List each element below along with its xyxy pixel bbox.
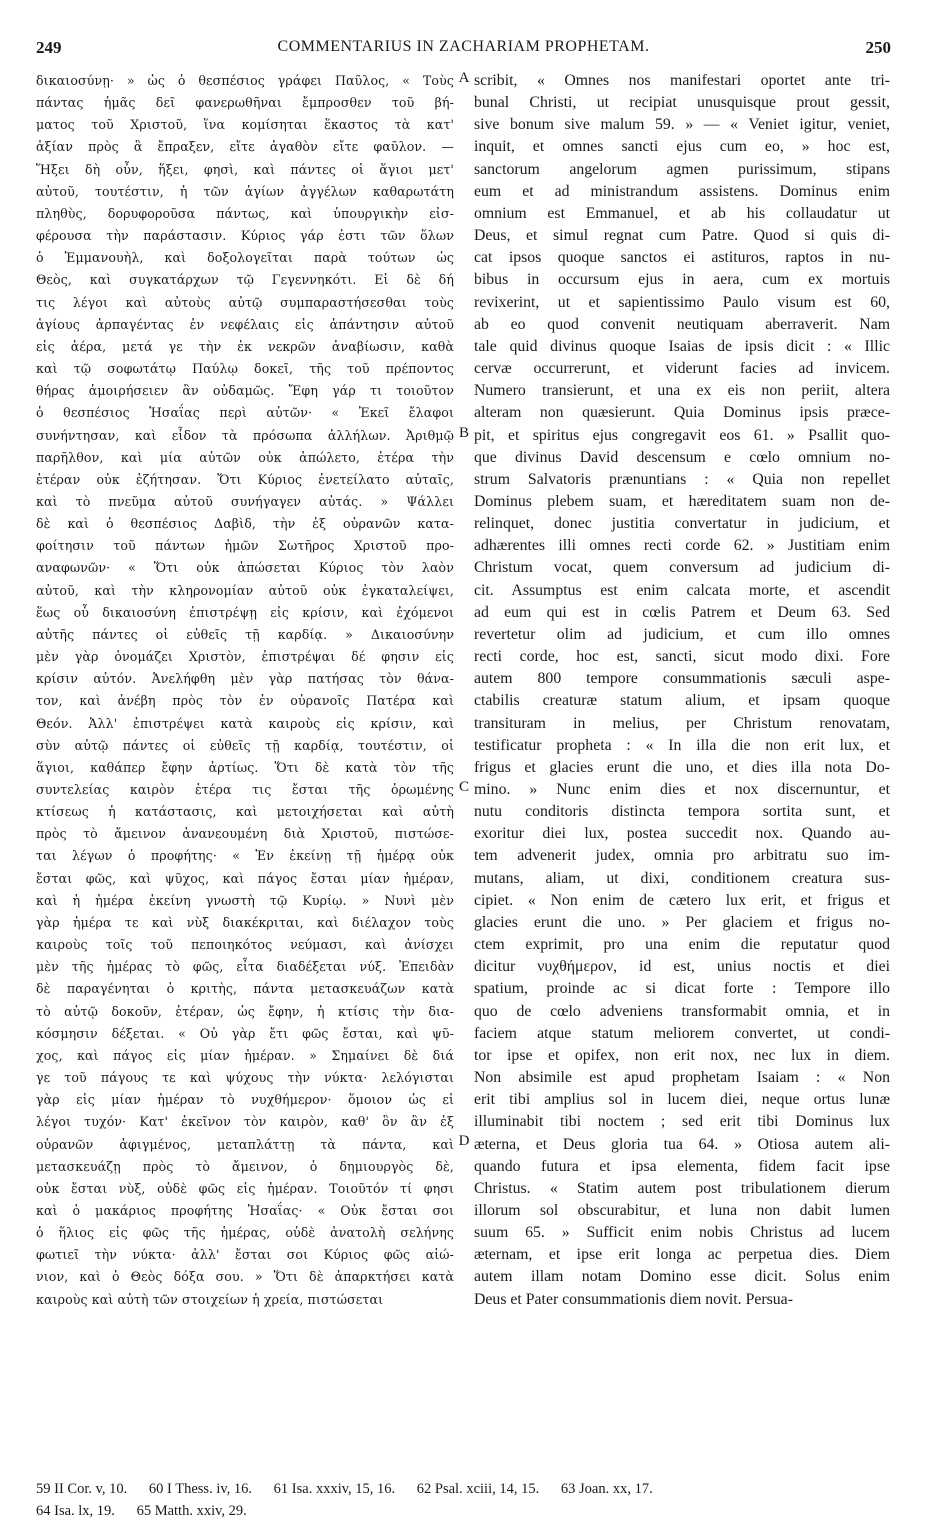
greek-text-line: εἰς ἀέρα, μετά γε τὴν ἐκ νεκρῶν ἀναβίωσιν, καθὰ bbox=[36, 338, 454, 354]
greek-text-line: ἑτέραν οὐκ ἐζήτησαν. Ὅτι Κύριος ἐνετείλατο αὐταῖς, bbox=[36, 471, 454, 487]
latin-text-line: bunal Christi, ut recipiat unusquisque prout gessit, bbox=[474, 94, 890, 112]
latin-text-line: Christum vocat, quem conversum ad judicium di- bbox=[474, 559, 890, 577]
greek-text-line: νιον, καὶ ὁ Θεὸς δόξα σου. » Ὅτι δὲ ἀπαρκτήσει κατὰ bbox=[36, 1269, 454, 1285]
latin-text-line: cipiet. « Non enim de cætero lux erit, et frigus et bbox=[474, 891, 890, 909]
greek-text-line: καὶ τὸ πνεῦμα αὐτοῦ συνήγαγεν αὐτάς. » Ψάλλει bbox=[36, 493, 454, 509]
latin-text-line: exoritur diei lux, postea succedit nox. Quando au- bbox=[474, 825, 890, 843]
latin-text-line: scribit, « Omnes nos manifestari oportet ante tri- bbox=[474, 72, 890, 89]
latin-text-line: faciem atque statum meliorem convertet, ut condi- bbox=[474, 1024, 890, 1042]
latin-text-line: dicitur νυχθήμερον, id est, unius noctis et diei bbox=[474, 958, 890, 976]
latin-text-line: Christus. « Statim autem post tribulationem dierum bbox=[474, 1179, 890, 1197]
latin-text-line: quo de cœlo adveniens transformabit omnia, et in bbox=[474, 1002, 890, 1020]
margin-letter-d: D bbox=[458, 1133, 470, 1149]
greek-text-line: κρίσιν αὐτόν. Ἀνελήφθη μὲν γὰρ πατήσας τὸν θάνα- bbox=[36, 671, 454, 687]
greek-text-line: πληθὺς, δορυφοροῦσα πάντως, καὶ ὑπουργικὴν εἰσ- bbox=[36, 205, 454, 221]
greek-text-line: ἁγίους ἁρπαγέντας ἐν νεφέλαις εἰς ἀπάντησιν αὐτοῦ bbox=[36, 316, 454, 332]
latin-text-line: transituram in melius, per Christum renovatam, bbox=[474, 714, 890, 732]
greek-text-line: φωτιεῖ τὴν νύκτα· ἀλλ' ἔσται σοι Κύριος φῶς αἰώ- bbox=[36, 1247, 454, 1263]
greek-text-line: συνήντησαν, καὶ εἶδον τὰ πρόσωπα ἀλλήλων. Ἀριθμῷ bbox=[36, 427, 454, 443]
latin-text-line: erit tibi amplius sol in lucem diei, neque ortus lunæ bbox=[474, 1091, 890, 1109]
greek-text-line: δικαιοσύνῃ· » ὡς ὁ θεσπέσιος γράφει Παῦλος, « Τοὺς bbox=[36, 73, 454, 88]
greek-text-line: χος, καὶ πάγος εἰς μίαν ἡμέραν. » Σημαίνει δὲ διά bbox=[36, 1047, 454, 1063]
greek-text-line: ἅγιοι, καθάπερ ἔφην ἀρτίως. Ὅτι δὲ κατὰ τὸν τῆς bbox=[36, 759, 454, 775]
footnote-60: 60 I Thess. iv, 16. bbox=[148, 1481, 253, 1497]
greek-text-line: ἀξίαν πρὸς ἃ ἔπραξεν, εἴτε ἀγαθὸν εἴτε φαῦλον. — bbox=[36, 139, 454, 155]
latin-text-line: frigus et glacies erunt die uno, et dies illa nota Do- bbox=[474, 758, 890, 776]
footnote-64: 64 Isa. lx, 19. bbox=[36, 1503, 115, 1519]
greek-text-line: λέγοι τυχόν· Κατ' ἐκεῖνον τὸν καιρὸν, καθ' ὃν ἂν ἐξ bbox=[36, 1114, 454, 1130]
footnote-59: 59 II Cor. v, 10. bbox=[36, 1481, 128, 1497]
greek-text-line: γὰρ εἰς μίαν ἡμέραν τὸ νυχθήμερον· ὅμοιον ὡς εἰ bbox=[36, 1092, 454, 1108]
latin-text-line: Deus, et simul regnat cum Patre. Quod si quis di- bbox=[474, 227, 890, 245]
greek-text-line: πρὸς τὸ ἄμεινον ἀνανεουμένη διὰ Χριστοῦ, πιστώσε- bbox=[36, 826, 454, 842]
latin-text-line: testificatur propheta : « In illa die non erit lux, et bbox=[474, 736, 890, 754]
latin-text-line: que divinus David descensum e cœlo omnium no- bbox=[474, 448, 890, 466]
greek-text-line: πάντας ἡμᾶς δεῖ φανερωθῆναι ἔμπροσθεν τοῦ βή- bbox=[36, 95, 454, 111]
greek-text-line: τον, καὶ ἀνέβη πρὸς τὸν ἐν οὐρανοῖς Πατέρα καὶ bbox=[36, 693, 454, 709]
greek-text-line: ματος τοῦ Χριστοῦ, ἵνα κομίσηται ἕκαστος τὰ κατ' bbox=[36, 117, 454, 133]
latin-text-line: tem advenerit judex, omnia pro arbitratu suo im- bbox=[474, 847, 890, 865]
footnote-63: 63 Joan. xx, 17. bbox=[560, 1481, 653, 1497]
greek-text-line: αὐτῆς πάντες οἱ εὐθεῖς τῇ καρδίᾳ. » Δικαιοσύνην bbox=[36, 626, 454, 642]
greek-text-line: Θεόν. Ἀλλ' ἐπιστρέψει κατὰ καιροὺς εἰς κρίσιν, καὶ bbox=[36, 715, 454, 731]
greek-text-line: Ἥξει δὴ οὖν, ἥξει, φησὶ, καὶ πάντες οἱ ἅγιοι μετ' bbox=[36, 161, 454, 177]
latin-text-line: eum et ad ministrandum assistens. Dominus enim bbox=[474, 182, 890, 200]
footnote-61: 61 Isa. xxxiv, 15, 16. bbox=[273, 1481, 396, 1497]
latin-text-line: bibus in occursum ejus in aera, cum ex mortuis bbox=[474, 271, 890, 289]
margin-letter-b: B bbox=[458, 425, 469, 441]
greek-text-line: Θεὸς, καὶ συγκατάρχων τῷ Γεγεννηκότι. Εἰ δὲ δή bbox=[36, 272, 454, 288]
running-title: COMMENTARIUS IN ZACHARIAM PROPHETAM. bbox=[277, 38, 650, 55]
latin-text-line: revertetur olim ad judicium, et cum illo omnes bbox=[474, 625, 890, 643]
greek-text-line: ἔσται φῶς, καὶ ψῦχος, καὶ πάγος ἔσται μίαν ἡμέραν, bbox=[36, 870, 454, 886]
greek-text-line: ὁ Ἐμμανουὴλ, καὶ δοξολογεῖται παρὰ τούτων ὡς bbox=[36, 250, 454, 266]
page-number-right: 250 bbox=[865, 38, 891, 57]
footnote-65: 65 Matth. xxiv, 29. bbox=[136, 1503, 247, 1519]
latin-text-line: revixerint, ut et sapientissimo Paulo visum est 60, bbox=[474, 293, 890, 311]
latin-text-line: æterna, et Deus gloria tua 64. » Otiosa autem ali- bbox=[474, 1135, 890, 1153]
greek-text-line: ται λέγων ὁ προφήτης· « Ἐν ἐκείνῃ τῇ ἡμέρᾳ οὐκ bbox=[36, 848, 454, 864]
greek-text-line: ὁ θεσπέσιος Ἡσαΐας περὶ αὐτῶν· « Ἐκεῖ ἔλαφοι bbox=[36, 405, 454, 421]
greek-text-line: μὲν γὰρ ὀνομάζει Χριστὸν, ἐπιστρέψαι δέ φησιν εἰς bbox=[36, 649, 454, 665]
latin-text-line: Numero transierunt, et una ex eis non periit, altera bbox=[474, 382, 890, 400]
latin-text-line: mino. » Nunc enim dies et nox discernuntur, et bbox=[474, 781, 890, 798]
greek-text-line: καιροὺς καὶ αὐτὴ τῶν στοιχείων ἡ χρεία, πιστώσεται bbox=[36, 1291, 384, 1307]
greek-text-line: θήρας ἀμοιρήσειεν ἂν οὐδαμῶς. Ἔφη γάρ τι τοιοῦτον bbox=[36, 383, 454, 399]
latin-text-line: autem 800 tempore consummationis sæculi aspe- bbox=[474, 670, 890, 688]
latin-text-line: æternam, et ipse erit longa ac perpetua dies. Diem bbox=[474, 1246, 890, 1264]
latin-text-line: nutu conditoris distincta tempora sortita sunt, et bbox=[474, 803, 890, 821]
latin-text-line: quando futura et ipsa elementa, fidem facit ipse bbox=[474, 1157, 890, 1175]
greek-text-line: συντελείας καιρὸν ἑτέρα τις ἔσται τῆς ὁρωμένης bbox=[36, 782, 454, 797]
footnote-line-1 bbox=[36, 1478, 891, 1500]
latin-text-line: ab eo quod convenit neutiquam aberraverit. Nam bbox=[474, 315, 890, 333]
latin-text-line: illorum sol obscurabitur, et luna non dabit lumen bbox=[474, 1201, 890, 1219]
latin-text-line: spatium, proinde ac si dicat forte : Tempore illo bbox=[474, 980, 890, 998]
latin-text-line: tor ipse et opifex, non erit nox, nec lux in diem. bbox=[474, 1046, 890, 1064]
latin-text-line: omnium est Emmanuel, et ab his collaudatur ut bbox=[474, 204, 890, 222]
latin-text-line: Deus et Pater consummationis diem novit. Persua- bbox=[474, 1290, 793, 1308]
greek-text-line: τις λέγοι καὶ αὐτοὺς αὐτῷ συμπαραστήσεσθαι τοὺς bbox=[36, 294, 454, 310]
greek-text-line: καὶ τῷ σοφωτάτῳ Παύλῳ δοκεῖ, τῆς τοῦ πρέποντος bbox=[36, 361, 454, 377]
greek-text-column bbox=[36, 70, 454, 1311]
margin-letter-c: C bbox=[458, 779, 469, 795]
latin-text-line: cervæ occurrerunt, et viderunt facies ad invicem. bbox=[474, 360, 890, 378]
greek-text-line: καιροὺς τοῖς τοῦ πεποιηκότος νεύμασι, καὶ ἀνίσχει bbox=[36, 937, 454, 953]
greek-text-line: αναφωνῶν· « Ὅτι οὐκ ἀπώσεται Κύριος τὸν λαὸν bbox=[36, 560, 454, 576]
latin-text-line: strum Salvatoris prænuntians : « Quia non repellet bbox=[474, 470, 890, 488]
latin-text-line: sive bonum sive malum 59. » — « Veniet igitur, veniet, bbox=[474, 116, 890, 134]
latin-text-line: recti corde, hoc est, sancti, sicut modo dixi. Fore bbox=[474, 648, 890, 666]
greek-text-line: κόσμησιν δέξεται. « Οὐ γὰρ ἔτι φῶς ἔσται, καὶ ψῦ- bbox=[36, 1025, 454, 1041]
greek-text-line: δὲ καὶ ὁ θεσπέσιος Δαβὶδ, τὴν ἐξ οὐρανῶν κατα- bbox=[36, 516, 454, 532]
greek-text-line: γὰρ ἡμέρα τε καὶ νὺξ διακέκριται, καὶ διέλαχον τοὺς bbox=[36, 914, 454, 930]
latin-text-line: adhærentes illi omnes recti corde 62. » Justitiam enim bbox=[474, 537, 890, 555]
greek-text-line: φέρουσα τὴν παράστασιν. Κύριος γάρ ἐστι τῶν ὅλων bbox=[36, 228, 454, 244]
greek-text-line: σὺν αὐτῷ πάντες οἱ εὐθεῖς τῇ καρδίᾳ, τουτέστιν, οἱ bbox=[36, 737, 454, 753]
running-header bbox=[36, 38, 891, 62]
footnotes bbox=[36, 1478, 891, 1522]
greek-text-line: ἕως οὗ δικαιοσύνη ἐπιστρέψῃ εἰς κρίσιν, καὶ ἐχόμενοι bbox=[36, 604, 454, 620]
greek-text-line: καὶ ἡ ἡμέρα ἐκείνη γνωστὴ τῷ Κυρίῳ. » Νυνὶ μὲν bbox=[36, 892, 454, 908]
latin-text-line: cat ipsos quoque sanctos ei astituros, raptos in nu- bbox=[474, 249, 890, 267]
latin-text-column bbox=[474, 70, 890, 1311]
latin-text-line: ad eum qui est in cœlis Patrem et Deum 63. Sed bbox=[474, 603, 890, 621]
latin-text-line: autem illam notam Domino esse dicit. Solus enim bbox=[474, 1268, 890, 1286]
page-number-left: 249 bbox=[36, 38, 62, 57]
greek-text-line: αὐτοῦ, τουτέστιν, ἡ τῶν ἁγίων ἀγγέλων καθαρωτάτη bbox=[36, 183, 454, 199]
greek-text-line: οὐρανῶν ἀφιγμένος, μεταπλάττῃ τὰ πάντα, καὶ bbox=[36, 1136, 454, 1152]
greek-text-line: μὲν τῆς ἡμέρας τὸ φῶς, εἶτα διαδέξεται νύξ. Ἐπειδὰν bbox=[36, 959, 454, 975]
margin-letter-a: A bbox=[458, 70, 470, 86]
latin-text-line: pit, et spiritus ejus congregavit eos 61. » Psallit quo- bbox=[474, 426, 890, 444]
greek-text-line: γε τοῦ πάγους τε καὶ ψύχους τὴν νύκτα· λελόγισται bbox=[36, 1070, 454, 1086]
greek-text-line: τὸ αὐτῷ δοκοῦν, ἑτέραν, ὡς ἔφην, ἡ κτίσις τὴν δια- bbox=[36, 1003, 454, 1019]
latin-text-line: tale quid divinus quoque Isaias de ipsis dicit : « Illic bbox=[474, 337, 890, 355]
greek-text-line: μετασκευάζῃ πρὸς τὸ ἄμεινον, ὁ δημιουργὸς δὲ, bbox=[36, 1158, 454, 1174]
latin-text-line: cit. Assumptus est enim calcata morte, et ascendit bbox=[474, 581, 890, 599]
greek-text-line: οὐκ ἔσται νὺξ, οὐδὲ φῶς εἰς ἡμέραν. Τοιοῦτόν τί φησι bbox=[36, 1180, 454, 1196]
footnote-62: 62 Psal. xciii, 14, 15. bbox=[416, 1481, 540, 1497]
greek-text-line: παρῆλθον, καὶ μία αὐτῶν οὐκ ἀπώλετο, ἑτέρα τὴν bbox=[36, 449, 454, 465]
latin-text-line: Dominus plebem suam, et hæreditatem suam non de- bbox=[474, 492, 890, 510]
latin-text-line: sanctorum angelorum agmen purissimum, stipans bbox=[474, 160, 890, 178]
latin-text-line: alteram non quæsierunt. Quia Dominus ipsis præce- bbox=[474, 404, 890, 422]
latin-text-line: relinquet, donec justitia convertatur in judicium, et bbox=[474, 515, 890, 533]
greek-text-line: φοίτησιν τοῦ πάντων ἡμῶν Σωτῆρος Χριστοῦ προ- bbox=[36, 538, 454, 554]
greek-text-line: δὲ παραγένηται ὁ κριτὴς, πάντα μετασκευάζων κατὰ bbox=[36, 981, 454, 997]
latin-text-line: mutans, aliam, ut dixi, conditionem creatura sus- bbox=[474, 869, 890, 887]
greek-text-line: αὐτοῦ, καὶ τὴν κληρονομίαν αὐτοῦ οὐκ ἐγκαταλείψει, bbox=[36, 582, 454, 598]
latin-text-line: suum 65. » Sufficit enim nobis Christus ad lucem bbox=[474, 1224, 890, 1242]
latin-text-line: illuminabit tibi noctem ; sed erit tibi Dominus lux bbox=[474, 1113, 890, 1131]
latin-text-line: ctem exprimit, pro una enim die reputatur quod bbox=[474, 936, 890, 954]
greek-text-line: ὁ ἥλιος εἰς φῶς τῆς ἡμέρας, οὐδὲ ἀνατολὴ σελήνης bbox=[36, 1225, 454, 1241]
greek-text-line: κτίσεως ἡ κατάστασις, καὶ μετοιχήσεται καὶ αὐτὴ bbox=[36, 804, 454, 820]
latin-text-line: ctabilis creaturæ statum alium, et ipsam quoque bbox=[474, 692, 890, 710]
latin-text-line: inquit, et omnes sancti ejus cum eo, » hoc est, bbox=[474, 138, 890, 156]
latin-text-line: glacies erunt die uno. » Per glaciem et frigus no- bbox=[474, 913, 890, 931]
footnote-line-2 bbox=[36, 1500, 891, 1522]
greek-text-line: καὶ ὁ μακάριος προφήτης Ἡσαΐας· « Οὐκ ἔσται σοι bbox=[36, 1202, 454, 1218]
latin-text-line: Non absimile est apud prophetam Isaiam : « Non bbox=[474, 1069, 890, 1087]
